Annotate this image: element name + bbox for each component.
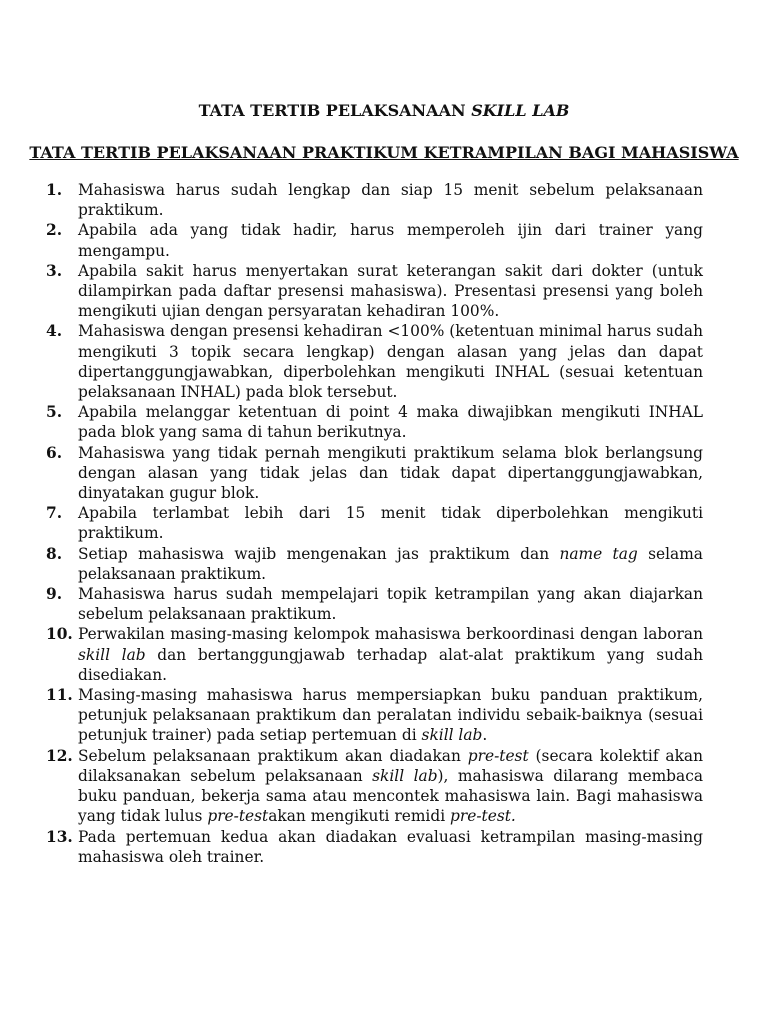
rule-item: [46, 685, 703, 746]
rule-number: 5.: [46, 403, 63, 422]
rules-list: [46, 180, 703, 867]
rule-item: [46, 402, 703, 442]
rule-item: [46, 746, 703, 827]
rule-text-part: Pada pertemuan kedua akan diadakan evaluasi ketrampilan masing-masing mahasiswa oleh trainer.: [78, 827, 703, 866]
rule-text-part: .: [482, 726, 488, 745]
rule-item: [46, 827, 703, 867]
rule-number: 3.: [46, 261, 63, 280]
rule-number: 11.: [46, 686, 73, 705]
rule-number: 6.: [46, 443, 63, 462]
rule-text-italic: skill lab: [421, 726, 483, 745]
rule-item: [46, 261, 703, 322]
rule-text-part: Mahasiswa dengan presensi kehadiran <100% (ketentuan minimal harus sudah mengikuti 3 topik secara lengkap) dengan alasan yang jelas dan dapat dipertanggungjawabkan, diperbolehkan mengikuti INHAL (sesuai ketentuan pelaksanaan INHAL) pada blok tersebut.: [78, 322, 703, 402]
rule-text: [78, 261, 703, 322]
rule-item: [46, 503, 703, 543]
document-title-text: TATA TERTIB PELAKSANAAN: [198, 101, 472, 120]
rule-text-part: Apabila ada yang tidak hadir, harus memperoleh ijin dari trainer yang mengampu.: [78, 221, 703, 260]
rule-text: [78, 220, 703, 260]
rule-text: [78, 321, 703, 402]
rule-text: [78, 402, 703, 442]
rule-item: [46, 321, 703, 402]
rule-text-italic: pre-test: [467, 746, 529, 765]
document-subtitle: TATA TERTIB PELAKSANAAN PRAKTIKUM KETRAMPILAN BAGI MAHASISWA: [29, 143, 739, 162]
rule-text-part: akan mengikuti remidi: [268, 807, 451, 826]
rule-text: [78, 584, 703, 624]
rule-number: 1.: [46, 181, 63, 199]
rule-text: [78, 624, 703, 685]
rule-number: 7.: [46, 504, 63, 523]
rule-text: [78, 443, 703, 504]
rule-text-part: Apabila sakit harus menyertakan surat keterangan sakit dari dokter (untuk dilampirkan pada daftar presensi mahasiswa). Presentasi presensi yang boleh mengikuti ujian dengan persyaratan kehadiran 100%.: [78, 261, 703, 321]
rule-item: [46, 443, 703, 504]
rule-text: [78, 685, 703, 746]
rule-text-part: Perwakilan masing-masing kelompok mahasiswa berkoordinasi dengan laboran: [78, 625, 703, 644]
rule-text-part: Apabila terlambat lebih dari 15 menit tidak diperbolehkan mengikuti praktikum.: [78, 504, 703, 543]
rule-text-part: ), mahasiswa dilarang membaca buku panduan, bekerja sama atau mencontek mahasiswa lain. Bagi mahasiswa yang tidak lulus: [78, 766, 703, 826]
rule-text-part: Setiap mahasiswa wajib mengenakan jas praktikum dan: [78, 544, 560, 563]
rule-number: 9.: [46, 585, 63, 604]
rule-text-part: Masing-masing mahasiswa harus mempersiapkan buku panduan praktikum, petunjuk pelaksanaan praktikum dan peralatan individu sebaik-baiknya (sesuai petunjuk trainer) pada setiap pertemuan di: [78, 686, 703, 745]
rule-text-part: Mahasiswa harus sudah lengkap dan siap 15 menit sebelum pelaksanaan praktikum.: [78, 181, 703, 220]
rule-text-italic: skill lab: [78, 645, 146, 664]
rule-number: 10.: [46, 625, 73, 644]
rule-number: 2.: [46, 221, 63, 240]
rule-text-part: Sebelum pelaksanaan praktikum akan diadakan: [78, 746, 468, 765]
rule-text-part: Mahasiswa harus sudah mempelajari topik ketrampilan yang akan diajarkan sebelum pelaksanaan praktikum.: [78, 585, 703, 624]
rule-item: [46, 544, 703, 584]
document-title: [0, 101, 768, 121]
rule-text-part: dan bertanggungjawab terhadap alat-alat praktikum yang sudah disediakan.: [78, 645, 703, 684]
rule-item: [46, 584, 703, 624]
rule-number: 12.: [46, 746, 73, 765]
rule-text: [78, 827, 703, 867]
rule-text: [78, 503, 703, 543]
rule-text-part: Mahasiswa yang tidak pernah mengikuti praktikum selama blok berlangsung dengan alasan yang tidak jelas dan tidak dapat dipertanggungjawabkan, dinyatakan gugur blok.: [78, 443, 703, 503]
rule-number: 8.: [46, 544, 63, 563]
rule-text: [78, 746, 703, 827]
document-title-italic: SKILL LAB: [471, 101, 570, 120]
rule-text-italic: pre-test.: [450, 807, 516, 826]
rule-item: [46, 180, 703, 220]
rule-text-part: Apabila melanggar ketentuan di point 4 maka diwajibkan mengikuti INHAL pada blok yang sama di tahun berikutnya.: [78, 403, 703, 442]
rule-text: [78, 544, 703, 584]
rule-text-italic: pre-test: [207, 807, 269, 826]
rule-number: 4.: [46, 322, 63, 341]
rule-number: 13.: [46, 827, 73, 846]
rule-item: [46, 220, 703, 260]
rule-text: [78, 180, 703, 220]
rule-item: [46, 624, 703, 685]
rule-text-italic: skill lab: [372, 766, 438, 785]
rule-text-part: (secara kolektif akan dilaksanakan sebelum pelaksanaan: [78, 746, 703, 785]
rule-text-italic: name tag: [559, 544, 638, 563]
rule-text-part: selama pelaksanaan praktikum.: [78, 544, 703, 583]
